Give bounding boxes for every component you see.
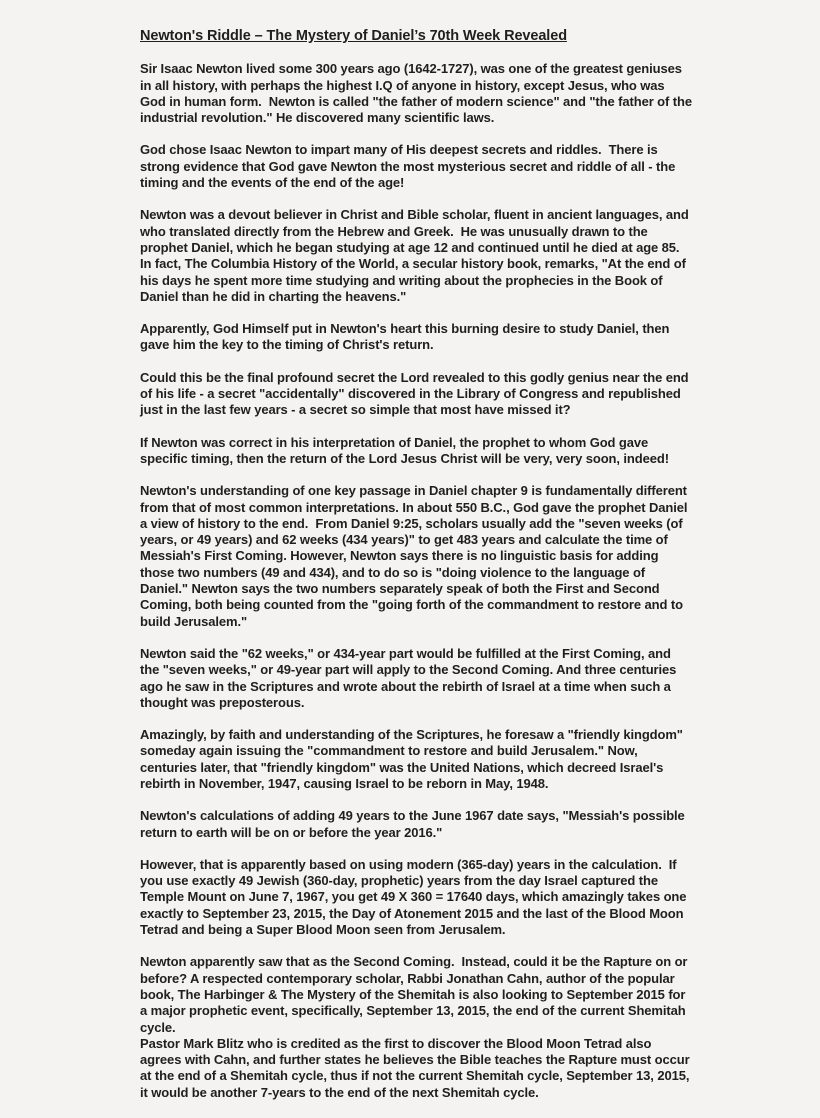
paragraph-return-soon: If Newton was correct in his interpretation of Daniel, the prophet to whom God gave specific timing, then the return of the Lord Jesus Christ will be very, very soon, indeed! — [140, 434, 669, 466]
paragraph-friendly-kingdom: Amazingly, by faith and understanding of the Scriptures, he foresaw a "friendly kingdom" someday again issuing the "commandment to restore and build Jerusalem." Now, centuries later, that "friendly kingdom" was the United Nations, which decreed Israel's rebirth in November, 1947, causing Israel to be reborn in May, 1948. — [140, 727, 687, 791]
paragraph-burning-desire: Apparently, God Himself put in Newton's heart this burning desire to study Daniel, then gave him the key to the timing of Christ's return. — [140, 321, 673, 353]
paragraph-62-weeks: Newton said the "62 weeks," or 434-year part would be fulfilled at the First Coming, and the "seven weeks," or 49-year part will apply to the Second Coming. And three centuries ago he saw in the Scriptures and wrote about the rebirth of Israel at a time when such a thought was preposterous. — [140, 645, 680, 710]
paragraph-mark-blitz: Pastor Mark Blitz who is credited as the first to discover the Blood Moon Tetrad also agrees with Cahn, and further states he believes the Bible teaches the Rapture must occur at the end of a Shemitah cycle, thus if not the current Shemitah cycle, September 13, 2015, it would be another 7-years to the end of the next Shemitah cycle. — [140, 1035, 694, 1100]
paragraph-final-secret: Could this be the final profound secret the Lord revealed to this godly genius near the end of his life - a secret "accidentally" discovered in the Library of Congress and republished just in the last few years - a secret so simple that most have missed it? — [140, 369, 693, 418]
paragraph-year-2016: Newton's calculations of adding 49 years to the June 1967 date says, "Messiah's possible return to earth will be on or before the year 2016." — [140, 808, 689, 840]
document-page — [140, 28, 696, 1101]
document-title: Newton's Riddle – The Mystery of Daniel’s 70th Week Revealed — [140, 28, 567, 44]
paragraph-rapture-cahn: Newton apparently saw that as the Second Coming. Instead, could it be the Rapture on or before? A respected contemporary scholar, Rabbi Jonathan Cahn, author of the popular book, The Harbinger & The Mystery of the Shemitah is also looking to September 2015 for a major prophetic event, specifically, September 13, 2015, the end of the current Shemitah cycle. — [140, 954, 691, 1035]
paragraph-devout-believer: Newton was a devout believer in Christ and Bible scholar, fluent in ancient languages, and who translated directly from the Hebrew and Greek. He was unusually drawn to the prophet Daniel, which he began studying at age 12 and continued until he died at age 85. In fact, The Columbia History of the World, a secular history book, remarks, "At the end of his days he spent more time studying and writing about the prophecies in the Book of Daniel than he did in charting the heavens." — [140, 207, 693, 304]
paragraph-jewish-years-calculation: However, that is apparently based on using modern (365-day) years in the calculation. If you use exactly 49 Jewish (360-day, prophetic) years from the day Israel captured the Temple Mount on June 7, 1967, you get 49 X 360 = 17640 days, which amazingly takes one exactly to September 23, 2015, the Day of Atonement 2015 and the last of the Blood Moon Tetrad and being a Super Blood Moon seen from Jerusalem. — [140, 856, 690, 938]
paragraph-daniel-9-interpretation: Newton's understanding of one key passage in Daniel chapter 9 is fundamentally different from that of most common interpretations. In about 550 B.C., God gave the prophet Daniel a view of history to the end. From Daniel 9:25, scholars usually add the "seven weeks (of years, or 49 years) and 62 weeks (434 years)" to get 483 years and calculate the time of Messiah's First Coming. However, Newton says there is no linguistic basis for adding those two numbers (49 and 434), and to do so is "doing violence to the language of Daniel." Newton says the two numbers separately speak of both the First and Second Coming, both being counted from the "going forth of the commandment to restore and to build Jerusalem." — [140, 483, 691, 629]
paragraph-newton-intro: Sir Isaac Newton lived some 300 years ago (1642-1727), was one of the greatest geniuses in all history, with perhaps the highest I.Q of anyone in history, except Jesus, who was God in human form. Newton is called "the father of modern science" and "the father of the industrial revolution." He discovered many scientific laws. — [140, 61, 696, 126]
paragraph-god-chose-newton: God chose Isaac Newton to impart many of His deepest secrets and riddles. There is strong evidence that God gave Newton the most mysterious secret and riddle of all - the timing and the events of the end of the age! — [140, 142, 679, 191]
